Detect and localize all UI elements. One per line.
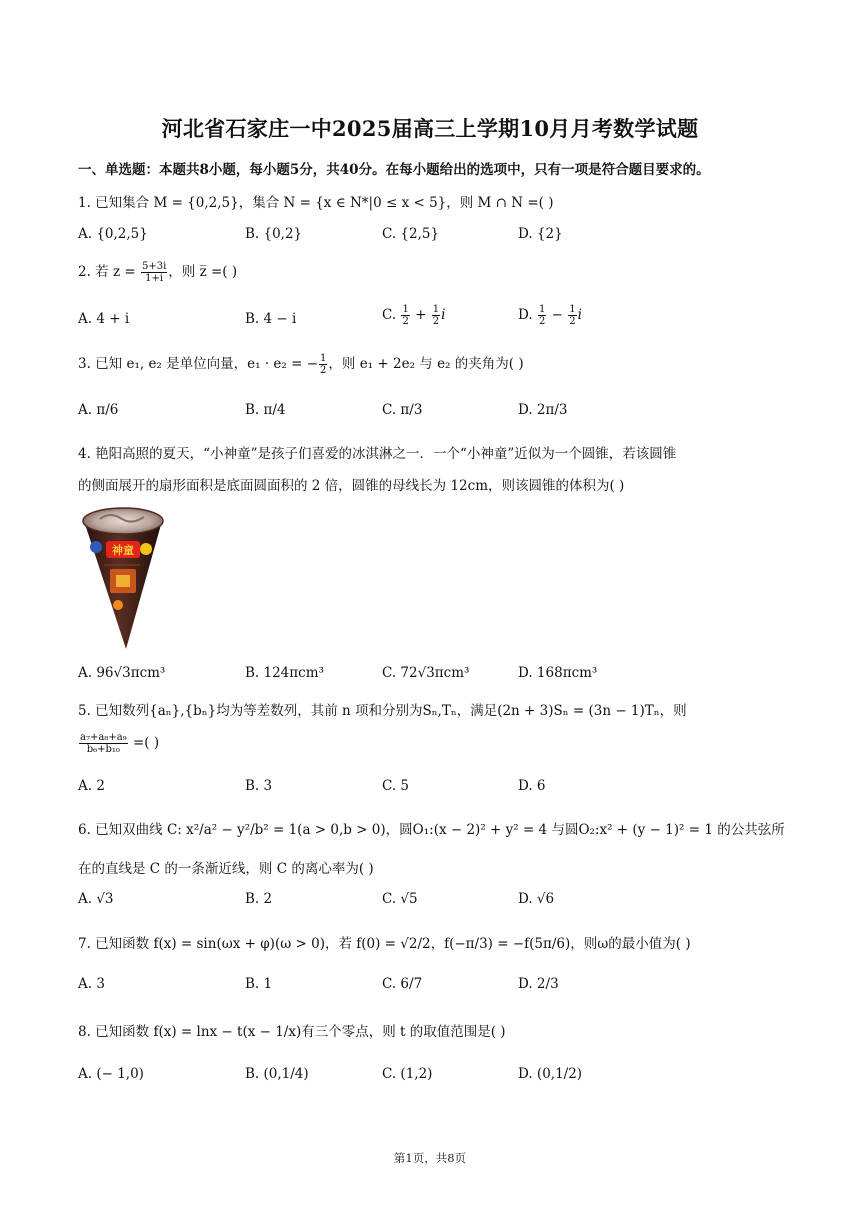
q2-frac-den: 1+i [145,273,164,284]
q2-option-d-prefix: D. [518,307,537,323]
q5-frac-num: a₇+a₈+a₉ [80,732,127,743]
q5-fraction [79,732,128,755]
q4-option-d: D. 168πcm³ [518,665,598,681]
question-1-stem: 1. 已知集合 M = {0,2,5}，集合 N = {x ∈ N*|0 ≤ x < 5}，则 M ∩ N =( ) [78,195,554,211]
q5-option-d: D. 6 [518,778,546,794]
q8-option-a: A. (− 1,0) [78,1066,144,1082]
q2-stem-suffix: ，则 z̅ =( ) [168,264,238,280]
q2-option-a: A. 4 + i [78,311,130,327]
q6-option-a: A. √3 [78,891,114,907]
section-heading: 一、单选题：本题共8小题，每小题5分，共40分。在每小题给出的选项中，只有一项是符合题目要求的。 [78,162,710,178]
q3-option-c: C. π/3 [382,402,423,418]
q2-option-b: B. 4 − i [245,311,297,327]
q5-option-a: A. 2 [78,778,105,794]
q2-c-frac-1: $\frac{1}{2}$ [402,304,409,327]
question-7-stem: 7. 已知函数 f(x) = sin(ωx + φ)(ω > 0)，若 f(0) = √2/2，f(−π/3) = −f(5π/6)，则ω的最小值为( ) [78,936,691,952]
page-footer: 第1页，共8页 [393,1151,467,1165]
q2-fraction [141,261,167,284]
q7-option-d: D. 2/3 [518,976,559,992]
q5-frac-den: b₆+b₁₀ [86,744,120,755]
q5-option-b: B. 3 [245,778,273,794]
question-4-line-2: 的侧面展开的扇形面积是底面圆面积的 2 倍，圆锥的母线长为 12cm，则该圆锥的体积为( ) [78,478,625,494]
q4-option-a: A. 96√3πcm³ [78,665,166,681]
q2-option-c-prefix: C. [382,307,401,323]
question-2-stem [78,260,237,284]
q3-option-a: A. π/6 [78,402,119,418]
q5-line-2-suffix: =( ) [128,735,160,751]
q3-stem-b: ，则 e₁ + 2e₂ 与 e₂ 的夹角为( ) [328,356,524,372]
question-5-line-2 [78,732,159,755]
q1-option-a: A. {0,2,5} [78,226,148,242]
q7-option-a: A. 3 [78,976,105,992]
q8-option-d: D. (0,1/2) [518,1066,583,1082]
q2-frac-num: 5+3i [141,261,167,272]
q4-option-c: C. 72√3πcm³ [382,665,470,681]
q8-option-b: B. (0,1/4) [245,1066,309,1082]
q6-option-c: C. √5 [382,891,418,907]
q8-option-c: C. (1,2) [382,1066,433,1082]
q3-option-b: B. π/4 [245,402,286,418]
q2-option-c: C. $\frac{1}{2}$ + $\frac{1}{2}$ i [382,304,446,327]
q2-stem-prefix: 2. 若 z = [78,264,140,280]
q2-d-frac-1: $\frac{1}{2}$ [538,304,546,327]
q1-option-b: B. {0,2} [245,226,303,242]
q2-d-frac-2: $\frac{1}{2}$ [569,304,576,327]
q5-option-c: C. 5 [382,778,410,794]
q4-option-b: B. 124πcm³ [245,665,324,681]
q6-option-d: D. √6 [518,891,555,907]
q3-fraction: $\frac{1}{2}$ [320,353,327,376]
q1-option-d: D. {2} [518,226,563,242]
q2-c-frac-2: $\frac{1}{2}$ [432,304,440,327]
q7-option-c: C. 6/7 [382,976,423,992]
question-8-stem: 8. 已知函数 f(x) = lnx − t(x − 1/x)有三个零点，则 t 的取值范围是( ) [78,1024,506,1040]
q7-option-b: B. 1 [245,976,273,992]
question-4-line-1: 4. 艳阳高照的夏天，“小神童”是孩子们喜爱的冰淇淋之一．一个“小神童”近似为一个圆锥，若该圆锥 [78,446,677,462]
page-title: 河北省石家庄一中2025届高三上学期10月月考数学试题 [161,116,699,141]
question-5-line-1: 5. 已知数列{aₙ},{bₙ}均为等差数列，其前 n 项和分别为Sₙ,Tₙ，满足(2n + 3)Sₙ = (3n − 1)Tₙ，则 [78,703,687,719]
cone-brand-text: 神童 [112,544,134,557]
ice-cream-cone-image [80,505,166,651]
q2-option-d: D. $\frac{1}{2}$ − $\frac{1}{2}$ i [518,304,582,327]
question-3-stem [78,352,524,376]
question-6-line-2: 在的直线是 C 的一条渐近线，则 C 的离心率为( ) [78,861,374,877]
q3-option-d: D. 2π/3 [518,402,568,418]
q1-option-c: C. {2,5} [382,226,440,242]
question-6-line-1: 6. 已知双曲线 C: x²/a² − y²/b² = 1(a > 0,b > 0)，圆O₁:(x − 2)² + y² = 4 与圆O₂:x² + (y − 1)² = 1 的公共弦所 [78,822,785,838]
q6-option-b: B. 2 [245,891,273,907]
q3-stem-a: 3. 已知 e₁, e₂ 是单位向量，e₁ · e₂ = − [78,356,319,372]
